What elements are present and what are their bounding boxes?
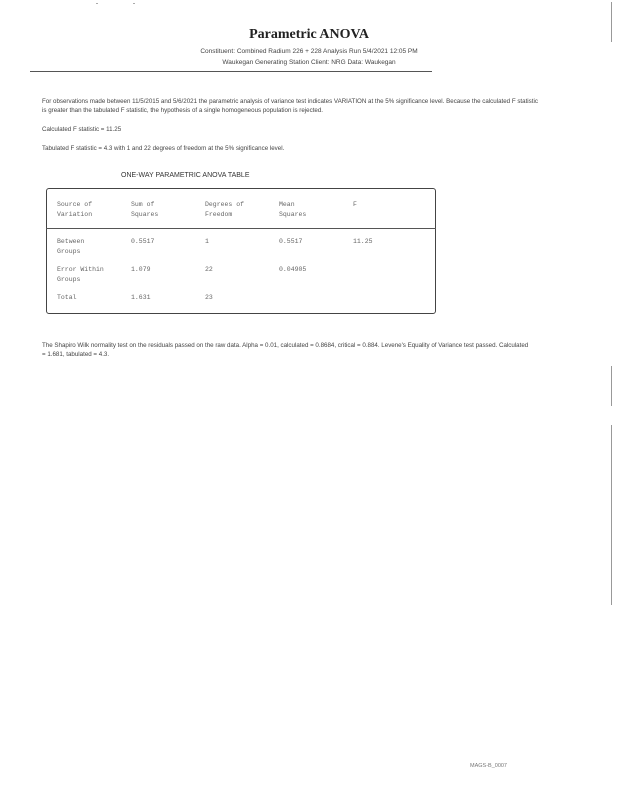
- scan-mark-top-left: [96, 3, 98, 4]
- header-ms-line2: Squares: [279, 211, 307, 218]
- scan-mark-top-mid: [133, 3, 135, 4]
- header-ms-line1: Mean: [279, 201, 295, 208]
- header-sum-of-squares: [131, 200, 158, 220]
- row-total-ss: 1.631: [131, 294, 151, 301]
- header-source: [57, 200, 92, 220]
- intro-paragraph: For observations made between 11/5/2015 and 5/6/2021 the parametric analysis of variance test indicates VARIATION at the 5% significance level. Because the calculated F statistic is greater than the tabulated F statistic, the hypothesis of a single homogeneous population is rejected.: [42, 98, 538, 114]
- normality-paragraph: The Shapiro Wilk normality test on the residuals passed on the raw data. Alpha = 0.01, calculated = 0.8684, critical = 0.884. Levene's Equality of Variance test passed. Calculated = 1.681, tabulated = 4.3.: [42, 342, 529, 358]
- header-ss-line2: Squares: [131, 211, 159, 218]
- header-ss-line1: Sum of: [131, 201, 155, 208]
- table-row-source: [57, 237, 84, 257]
- row-between-source-line2: Groups: [57, 248, 81, 255]
- header-source-line1: Source of: [57, 201, 93, 208]
- row-error-ss: 1.079: [131, 266, 151, 273]
- header-df-line1: Degrees of: [205, 201, 245, 208]
- header-source-line2: Variation: [57, 211, 93, 218]
- row-error-ms: 0.04905: [279, 266, 307, 273]
- anova-table-title: ONE-WAY PARAMETRIC ANOVA TABLE: [121, 172, 250, 179]
- header-degrees-of-freedom: [205, 200, 244, 220]
- row-between-f: 11.25: [353, 238, 373, 245]
- header-f-line1: F: [353, 201, 357, 208]
- header-df-line2: Freedom: [205, 211, 233, 218]
- row-error-source-line2: Groups: [57, 276, 81, 283]
- subtitle-line-1: Constituent: Combined Radium 226 + 228 Analysis Run 5/4/2021 12:05 PM: [200, 48, 418, 55]
- row-between-ss: 0.5517: [131, 238, 155, 245]
- row-between-ms: 0.5517: [279, 238, 303, 245]
- page-title: Parametric ANOVA: [249, 27, 369, 42]
- tabulated-f-statistic: Tabulated F statistic = 4.3 with 1 and 22 degrees of freedom at the 5% significance level.: [42, 145, 285, 152]
- row-error-source-line1: Error Within: [57, 266, 104, 273]
- page-code: MAGS-B_0007: [470, 763, 507, 769]
- row-between-df: 1: [205, 238, 209, 245]
- row-error-df: 22: [205, 266, 213, 273]
- edge-mark-2: [611, 366, 612, 406]
- header-rule: [30, 71, 432, 72]
- subtitle-line-2: Waukegan Generating Station Client: NRG Data: Waukegan: [222, 59, 396, 66]
- row-total-source-line1: Total: [57, 294, 77, 301]
- header-f: [353, 200, 357, 210]
- header-mean-squares: [279, 200, 306, 220]
- calculated-f-statistic: Calculated F statistic = 11.25: [42, 126, 122, 133]
- edge-mark-3: [611, 425, 612, 605]
- table-row-source: [57, 265, 104, 285]
- row-between-source-line1: Between: [57, 238, 85, 245]
- anova-table-header-separator: [46, 228, 436, 229]
- row-total-df: 23: [205, 294, 213, 301]
- table-row-source: [57, 293, 77, 303]
